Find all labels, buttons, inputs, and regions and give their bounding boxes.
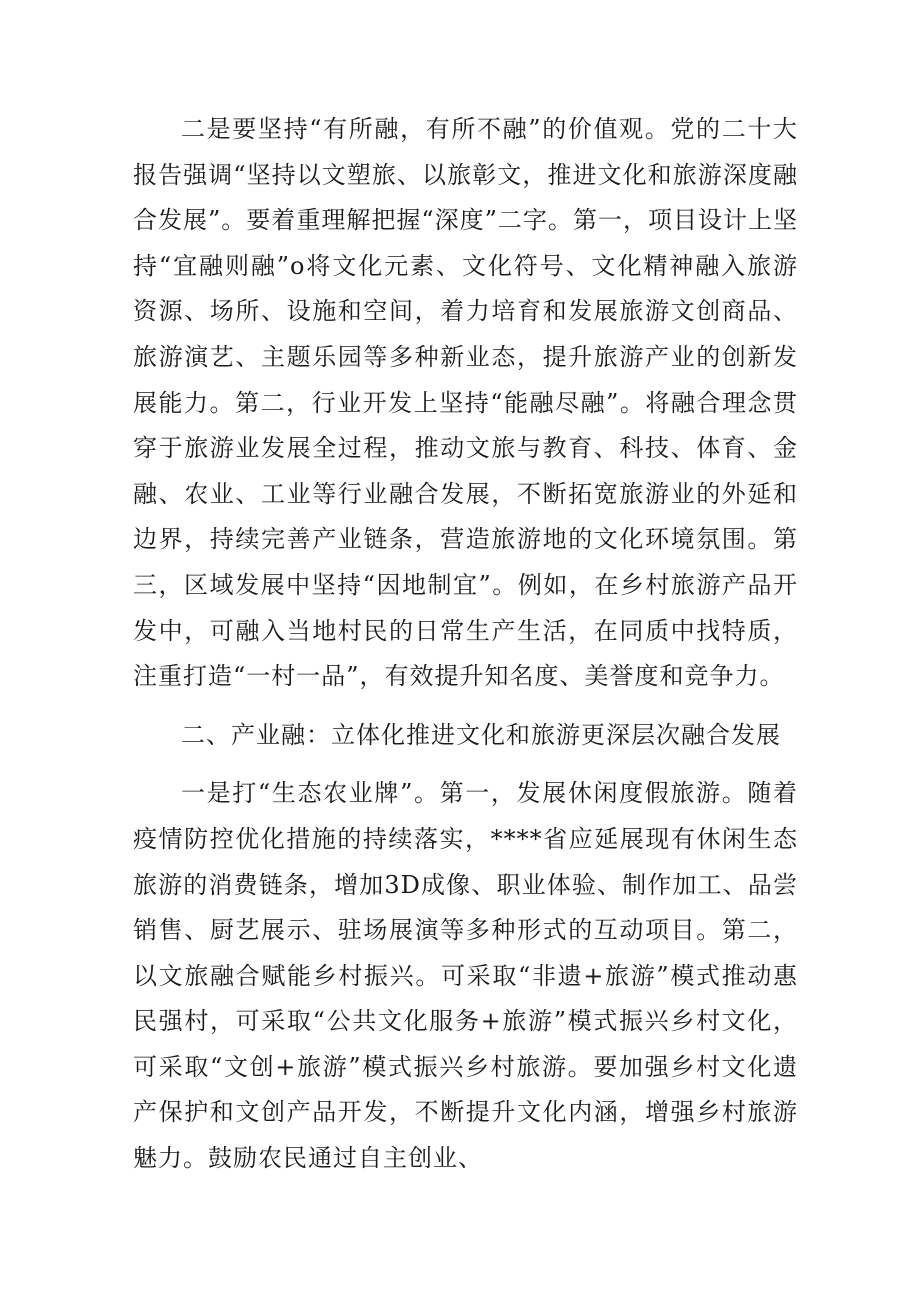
body-paragraph: 二是要坚持“有所融，有所不融”的价值观。党的二十大报告强调“坚持以文塑旅、以旅彰文，推进文化和旅游深度融合发展”。要着重理解把握“深度”二字。第一，项目设计上坚持“宜融则融”o将文化元素、文化符号、文化精神融入旅游资源、场所、设施和空间，着力培育和发展旅游文创商品、旅游演艺、主题乐园等多种新业态，提升旅游产业的创新发展能力。第二，行业开发上坚持“能融尽融”。将融合理念贯穿于旅游业发展全过程，推动文旅与教育、科技、体育、金融、农业、工业等行业融合发展，不断拓宽旅游业的外延和边界，持续完善产业链条，营造旅游地的文化环境氛围。第三，区域发展中坚持“因地制宜”。例如，在乡村旅游产品开发中，可融入当地村民的日常生产生活，在同质中找特质，注重打造“一村一品”，有效提升知名度、美誉度和竞争力。 — [133, 115, 798, 691]
section-heading: 二、产业融：立体化推进文化和旅游更深层次融合发展 — [181, 720, 781, 749]
document-body — [133, 107, 798, 1195]
body-paragraph: 一是打“生态农业牌”。第一，发展休闲度假旅游。随着疫情防控优化措施的持续落实，****省应延展现有休闲生态旅游的消费链条，增加3D成像、职业体验、制作加工、品尝销售、厨艺展示、驻场展演等多种形式的互动项目。第二，以文旅融合赋能乡村振兴。可采取“非遗+旅游”模式推动惠民强村，可采取“公共文化服务+旅游”模式振兴乡村文化，可采取“文创+旅游”模式振兴乡村旅游。要加强乡村文化遗产保护和文创产品开发，不断提升文化内涵，增强乡村旅游魅力。鼓励农民通过自主创业、 — [133, 779, 798, 1173]
